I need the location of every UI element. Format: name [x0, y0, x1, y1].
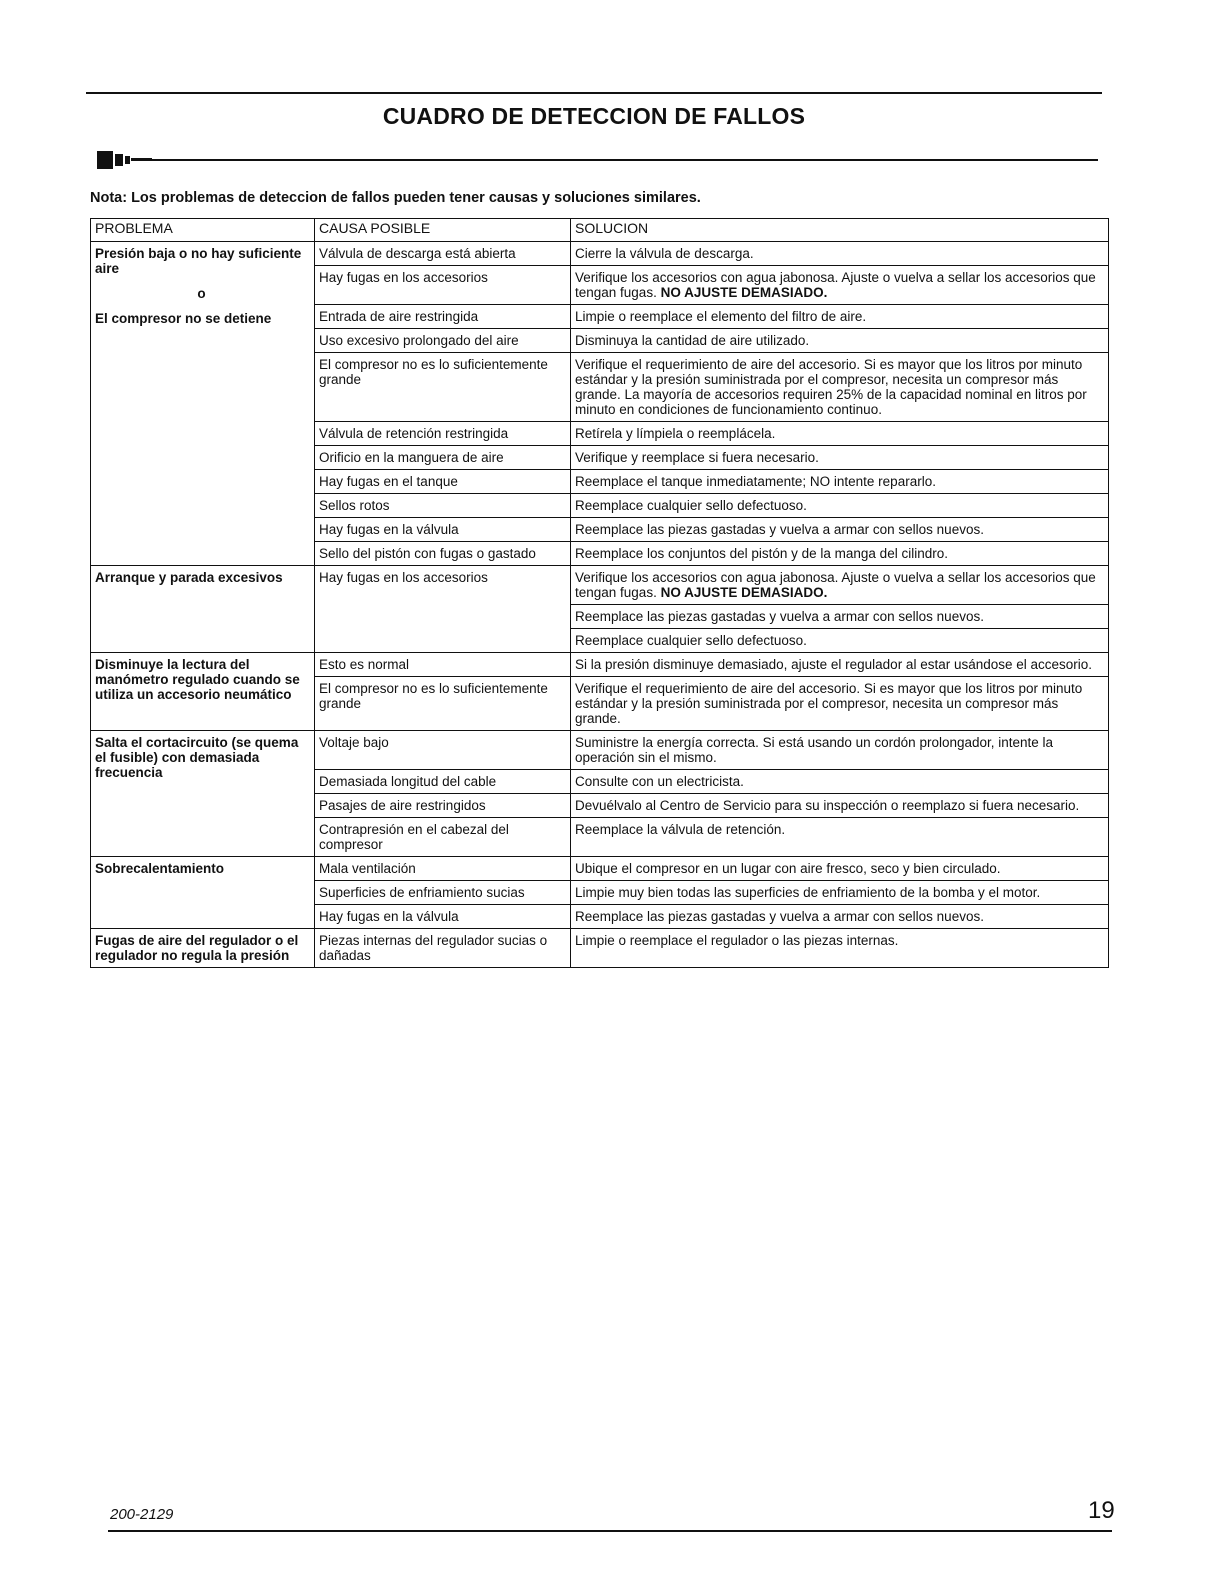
solution-cell — [571, 446, 1109, 470]
document-code: 200-2129 — [110, 1506, 174, 1523]
header-problem: PROBLEMA — [91, 219, 315, 242]
solution-text: Limpie o reemplace el regulador o las piezas internas. — [575, 933, 899, 948]
solution-text: Consulte con un electricista. — [575, 774, 744, 789]
section-marker-icon — [96, 150, 152, 170]
solution-cell — [571, 494, 1109, 518]
solution-cell — [571, 857, 1109, 881]
problem-cell — [91, 731, 315, 857]
problem-cell — [91, 929, 315, 968]
cause-cell: Orificio en la manguera de aire — [315, 446, 571, 470]
problem-text: Salta el cortacircuito (se quema el fusible) con demasiada frecuencia — [95, 735, 299, 780]
cause-cell: Entrada de aire restringida — [315, 305, 571, 329]
cause-cell: Válvula de descarga está abierta — [315, 242, 571, 266]
cause-cell: El compresor no es lo suficientemente grande — [315, 677, 571, 731]
solution-cell — [571, 353, 1109, 422]
solution-cell — [571, 929, 1109, 968]
solution-text: Reemplace las piezas gastadas y vuelva a armar con sellos nuevos. — [575, 609, 984, 624]
cause-cell: Sellos rotos — [315, 494, 571, 518]
cause-cell: Demasiada longitud del cable — [315, 770, 571, 794]
solution-cell — [571, 266, 1109, 305]
cause-cell: Esto es normal — [315, 653, 571, 677]
problem-text: Presión baja o no hay suficiente aire — [95, 246, 302, 276]
problem-text: Fugas de aire del regulador o el regulador no regula la presión — [95, 933, 299, 963]
solution-cell — [571, 422, 1109, 446]
solution-text: Reemplace los conjuntos del pistón y de la manga del cilindro. — [575, 546, 948, 561]
table-row — [91, 566, 1109, 605]
problem-cell — [91, 857, 315, 929]
solution-text: Reemplace las piezas gastadas y vuelva a armar con sellos nuevos. — [575, 909, 984, 924]
header-solution: SOLUCION — [571, 219, 1109, 242]
solution-cell — [571, 818, 1109, 857]
problem-text: Arranque y parada excesivos — [95, 570, 283, 585]
solution-text: Cierre la válvula de descarga. — [575, 246, 754, 261]
cause-cell: Voltaje bajo — [315, 731, 571, 770]
cause-cell: Superficies de enfriamiento sucias — [315, 881, 571, 905]
solution-text: Reemplace cualquier sello defectuoso. — [575, 498, 807, 513]
solution-cell — [571, 653, 1109, 677]
cause-cell: Hay fugas en el tanque — [315, 470, 571, 494]
troubleshooting-table — [90, 218, 1109, 968]
bottom-rule — [108, 1530, 1112, 1532]
problem-text: o — [197, 286, 206, 301]
solution-cell — [571, 518, 1109, 542]
solution-cell — [571, 605, 1109, 629]
problem-text: El compresor no se detiene — [95, 311, 272, 326]
note-text: Nota: Los problemas de deteccion de fallos pueden tener causas y soluciones similares. — [90, 190, 701, 206]
solution-cell — [571, 905, 1109, 929]
top-rule — [86, 92, 1102, 94]
solution-cell — [571, 794, 1109, 818]
table-row — [91, 857, 1109, 881]
solution-cell — [571, 770, 1109, 794]
solution-cell — [571, 329, 1109, 353]
table-row — [91, 731, 1109, 770]
warning-text: NO AJUSTE DEMASIADO. — [660, 585, 828, 600]
cause-cell: El compresor no es lo suficientemente grande — [315, 353, 571, 422]
solution-text: Verifique y reemplace si fuera necesario. — [575, 450, 819, 465]
solution-text: Reemplace cualquier sello defectuoso. — [575, 633, 807, 648]
cause-cell: Hay fugas en la válvula — [315, 905, 571, 929]
solution-cell — [571, 242, 1109, 266]
solution-text: Reemplace la válvula de retención. — [575, 822, 786, 837]
cause-cell: Hay fugas en la válvula — [315, 518, 571, 542]
solution-cell — [571, 731, 1109, 770]
cause-cell: Sello del pistón con fugas o gastado — [315, 542, 571, 566]
cause-cell: Mala ventilación — [315, 857, 571, 881]
section-rule — [152, 159, 1098, 161]
problem-cell — [91, 566, 315, 653]
solution-text: Suministre la energía correcta. Si está usando un cordón prolongador, intente la operación sin el mismo. — [575, 735, 1054, 765]
page-title: CUADRO DE DETECCION DE FALLOS — [382, 103, 806, 129]
page-number: 19 — [1088, 1497, 1115, 1524]
solution-text: Verifique el requerimiento de aire del accesorio. Si es mayor que los litros por minuto estándar y la presión suministrada por el compresor, necesita un compresor más grande. La mayoría de accesorios requiren 25% de la capacidad nominal en litros por minuto en condiciones de funcionamiento continuo. — [575, 357, 1087, 417]
solution-text: Retírela y límpiela o reemplácela. — [575, 426, 776, 441]
solution-text: Si la presión disminuye demasiado, ajuste el regulador al estar usándose el accesorio. — [575, 657, 1093, 672]
solution-text: Ubique el compresor en un lugar con aire fresco, seco y bien circulado. — [575, 861, 1001, 876]
cause-cell: Hay fugas en los accesorios — [315, 266, 571, 305]
solution-text: Devuélvalo al Centro de Servicio para su inspección o reemplazo si fuera necesario. — [575, 798, 1080, 813]
cause-cell: Pasajes de aire restringidos — [315, 794, 571, 818]
table-row — [91, 653, 1109, 677]
warning-text: NO AJUSTE DEMASIADO. — [660, 285, 828, 300]
solution-text: Disminuya la cantidad de aire utilizado. — [575, 333, 810, 348]
cause-cell: Contrapresión en el cabezal del compresor — [315, 818, 571, 857]
cause-cell: Válvula de retención restringida — [315, 422, 571, 446]
header-cause: CAUSA POSIBLE — [315, 219, 571, 242]
problem-cell — [91, 242, 315, 566]
problem-cell — [91, 653, 315, 731]
solution-cell — [571, 305, 1109, 329]
solution-text: Limpie o reemplace el elemento del filtro de aire. — [575, 309, 867, 324]
problem-text: Sobrecalentamiento — [95, 861, 225, 876]
solution-cell — [571, 470, 1109, 494]
cause-cell: Uso excesivo prolongado del aire — [315, 329, 571, 353]
problem-text: Disminuye la lectura del manómetro regulado cuando se utiliza un accesorio neumático — [95, 657, 300, 702]
cause-cell: Piezas internas del regulador sucias o dañadas — [315, 929, 571, 968]
solution-text: Reemplace el tanque inmediatamente; NO intente repararlo. — [575, 474, 936, 489]
solution-cell — [571, 629, 1109, 653]
solution-cell — [571, 677, 1109, 731]
table-row — [91, 929, 1109, 968]
table-body — [91, 242, 1109, 968]
cause-cell: Hay fugas en los accesorios — [315, 566, 571, 653]
solution-cell — [571, 566, 1109, 605]
solution-text: Limpie muy bien todas las superficies de enfriamiento de la bomba y el motor. — [575, 885, 1041, 900]
solution-text: Verifique los accesorios con agua jabonosa. Ajuste o vuelva a sellar los accesorios que tengan fugas. — [575, 270, 1096, 300]
table-row — [91, 242, 1109, 266]
table-header-row — [91, 219, 1109, 242]
solution-text: Verifique el requerimiento de aire del accesorio. Si es mayor que los litros por minuto estándar y la presión suministrada por el compresor, necesita un compresor más grande. — [575, 681, 1083, 726]
solution-text: Verifique los accesorios con agua jabonosa. Ajuste o vuelva a sellar los accesorios que tengan fugas. — [575, 570, 1096, 600]
solution-text: Reemplace las piezas gastadas y vuelva a armar con sellos nuevos. — [575, 522, 984, 537]
solution-cell — [571, 881, 1109, 905]
solution-cell — [571, 542, 1109, 566]
